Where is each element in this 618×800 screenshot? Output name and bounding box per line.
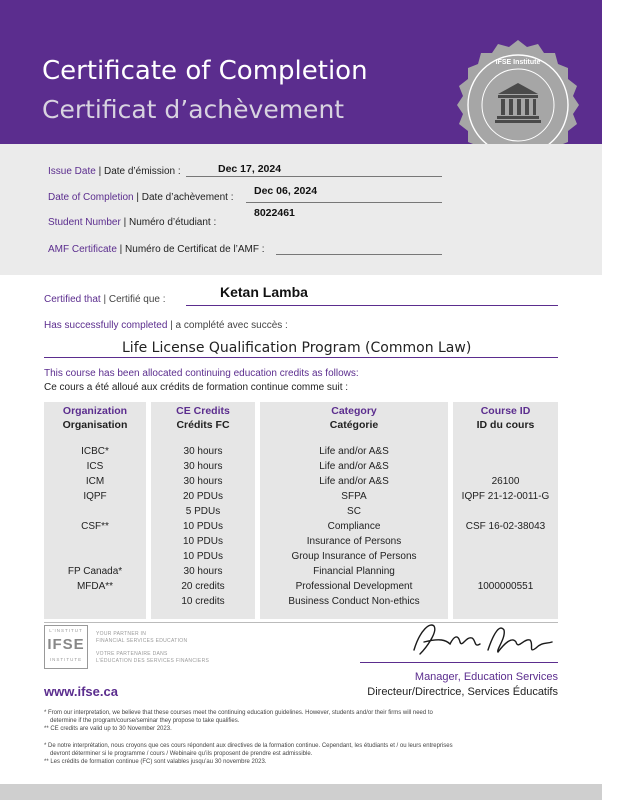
row-category: Group Insurance of Persons — [291, 551, 417, 562]
row-organization: FP Canada* — [67, 566, 123, 577]
row-organization: MFDA** — [76, 581, 114, 592]
website-link[interactable]: www.ifse.ca — [44, 684, 118, 699]
amf-certificate-label — [48, 244, 265, 255]
row-credits: 5 PDUs — [185, 506, 221, 517]
note-1 — [44, 709, 558, 733]
note-3-line-1: * De notre interprétation, nous croyons que ces cours répondent aux directives de la formation continue. Cependant, les étudiants et / ou leurs entreprises — [44, 743, 453, 749]
signatory-title-fr: Directeur/Directrice, Services Éducatifs — [367, 686, 558, 698]
row-credits: 20 PDUs — [182, 491, 223, 502]
certified-label-fr: | Certifié que : — [100, 294, 166, 305]
row-category: Insurance of Persons — [306, 536, 402, 547]
note-4: ** Les crédits de formation continue (FC) sont valables jusqu’au 30 novembre 2023. — [44, 759, 267, 765]
row-category: SFPA — [341, 491, 367, 502]
header-category-en: Category — [331, 405, 377, 417]
row-organization: ICBC* — [81, 446, 109, 457]
row-credits: 30 hours — [183, 566, 223, 577]
program-line — [44, 357, 558, 358]
header-course-id-en: Course ID — [480, 405, 531, 417]
row-credits: 30 hours — [183, 476, 223, 487]
student-number-label — [48, 217, 216, 228]
issue-date-line — [186, 176, 442, 177]
row-course-id: 1000000551 — [477, 581, 534, 592]
title-en: Certificate of Completion — [42, 56, 368, 86]
student-number-label-fr: | Numéro d’étudiant : — [120, 217, 217, 228]
row-category: Financial Planning — [313, 566, 395, 577]
row-category: Life and/or A&S — [319, 446, 389, 457]
certified-label-en: Certified that — [44, 294, 101, 305]
issue-date-value: Dec 17, 2024 — [218, 163, 282, 175]
row-course-id: IQPF 21-12-0011-G — [461, 491, 550, 502]
completion-date-label-fr: | Date d’achèvement : — [133, 192, 234, 203]
completion-date-label-en: Date of Completion — [48, 192, 134, 203]
student-number-value: 8022461 — [254, 207, 295, 219]
logo-bottom-text: INSTITUTE — [49, 657, 83, 662]
row-credits: 10 credits — [181, 596, 225, 607]
allocation-text-en: This course has been allocated continuing education credits as follows: — [44, 368, 359, 379]
row-organization: ICS — [86, 461, 104, 472]
header-organization-en: Organization — [62, 405, 128, 417]
row-category: Life and/or A&S — [319, 461, 389, 472]
completion-date-value: Dec 06, 2024 — [254, 185, 318, 197]
student-name: Ketan Lamba — [220, 284, 308, 300]
issue-date-label-fr: | Date d’émission : — [95, 166, 181, 177]
program-name: Life License Qualification Program (Common Law) — [122, 340, 472, 356]
amf-certificate-label-en: AMF Certificate — [48, 244, 117, 255]
ifse-logo — [44, 625, 88, 669]
amf-certificate-line — [276, 254, 442, 255]
row-organization: IQPF — [83, 491, 107, 502]
row-category: Professional Development — [295, 581, 413, 592]
row-organization: ICM — [85, 476, 105, 487]
note-1-line-2: determine if the program/course/seminar they propose to take qualifies. — [50, 718, 240, 724]
completed-label — [44, 320, 288, 331]
header-credits-en: CE Credits — [176, 405, 230, 417]
partner-en-2: FINANCIAL SERVICES EDUCATION — [96, 638, 188, 644]
signature-icon — [400, 620, 560, 660]
row-category: Business Conduct Non-ethics — [288, 596, 420, 607]
row-category: SC — [347, 506, 361, 517]
row-category: Compliance — [327, 521, 381, 532]
seal-top-text: IFSE Institute — [495, 59, 541, 66]
header-category-fr: Catégorie — [329, 419, 379, 431]
completed-label-en: Has successfully completed — [44, 320, 168, 331]
signature-line — [360, 662, 558, 663]
issue-date-label — [48, 166, 181, 177]
logo-main-text: IFSE — [47, 636, 85, 653]
partner-en-1: YOUR PARTNER IN — [96, 631, 147, 637]
note-3 — [44, 742, 558, 766]
note-2: ** CE credits are valid up to 30 November 2023. — [44, 726, 172, 732]
note-1-line-1: * From our interpretation, we believe that these courses meet the continuing education guidelines. However, students and/or their firms will need to — [44, 710, 433, 716]
completion-date-line — [246, 202, 442, 203]
row-credits: 30 hours — [183, 446, 223, 457]
issue-date-label-en: Issue Date — [48, 166, 96, 177]
row-credits: 30 hours — [183, 461, 223, 472]
amf-certificate-label-fr: | Numéro de Certificat de l’AMF : — [116, 244, 265, 255]
header-course-id-fr: ID du cours — [476, 419, 535, 431]
row-organization: CSF** — [81, 521, 109, 532]
row-course-id: 26100 — [491, 476, 520, 487]
student-number-label-en: Student Number — [48, 217, 121, 228]
completed-label-fr: | a complété avec succès : — [167, 320, 288, 331]
details-band — [0, 144, 602, 275]
name-line — [186, 305, 558, 306]
completion-date-label — [48, 192, 233, 203]
logo-top-text: L’INSTITUT — [49, 628, 83, 633]
header-credits-fr: Crédits FC — [176, 419, 230, 431]
row-credits: 10 PDUs — [182, 536, 223, 547]
partner-fr-1: VOTRE PARTENAIRE DANS — [96, 651, 168, 657]
allocation-text-fr: Ce cours a été alloué aux crédits de formation continue comme suit : — [44, 382, 349, 393]
note-3-line-2: devront déterminer si le programme / cours / Webinaire qu’ils proposent de prendre est admissible. — [50, 751, 313, 757]
certified-label — [44, 294, 166, 305]
signatory-title-en: Manager, Education Services — [414, 671, 558, 683]
row-course-id: CSF 16-02-38043 — [465, 521, 546, 532]
row-credits: 10 PDUs — [182, 551, 223, 562]
header-organization-fr: Organisation — [62, 419, 128, 431]
title-fr: Certificat d’achèvement — [42, 95, 345, 124]
row-credits: 20 credits — [181, 581, 225, 592]
row-category: Life and/or A&S — [319, 476, 389, 487]
row-credits: 10 PDUs — [182, 521, 223, 532]
bottom-bar — [0, 784, 602, 800]
partner-fr-2: L’ÉDUCATION DES SERVICES FINANCIERS — [96, 658, 210, 664]
